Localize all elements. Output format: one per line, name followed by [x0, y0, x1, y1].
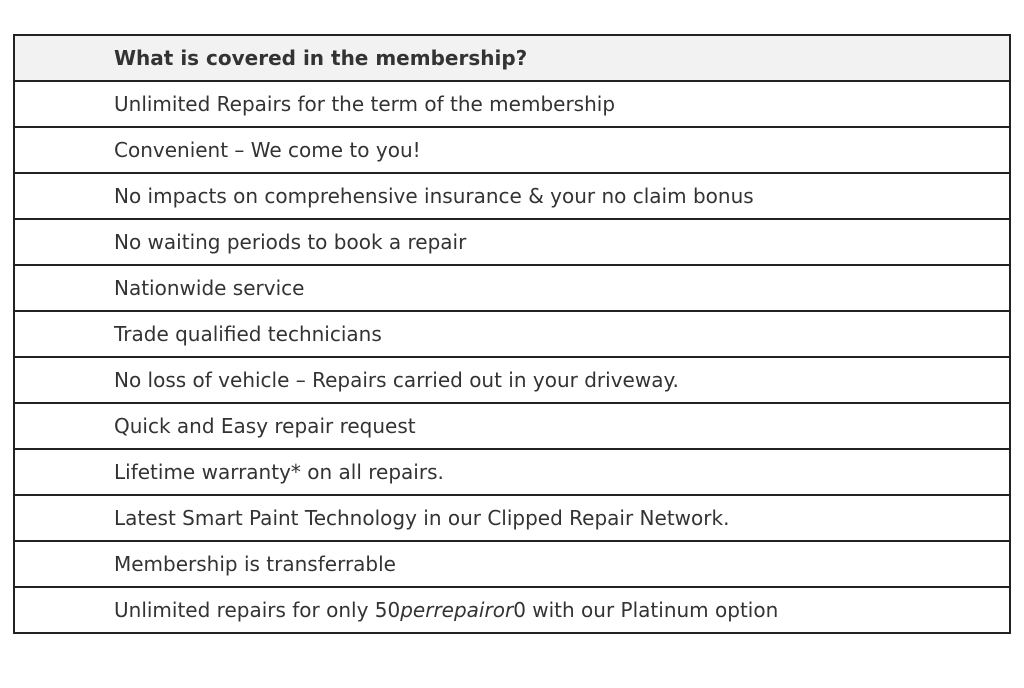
- table-row: [14, 265, 1010, 311]
- table-header-cell: What is covered in the membership?: [14, 35, 1010, 81]
- table-row: [14, 219, 1010, 265]
- table-cell: Nationwide service: [14, 265, 1010, 311]
- table-row: [14, 173, 1010, 219]
- table-cell: No waiting periods to book a repair: [14, 219, 1010, 265]
- platinum-text-italic: perrepairor: [400, 598, 514, 622]
- platinum-text-prefix: Unlimited repairs for only 50: [114, 598, 401, 622]
- platinum-text-suffix: 0 with our Platinum option: [513, 598, 779, 622]
- table-row: [14, 541, 1010, 587]
- table-row: [14, 495, 1010, 541]
- table-cell: Unlimited Repairs for the term of the membership: [14, 81, 1010, 127]
- table-row: [14, 449, 1010, 495]
- table-cell-platinum-option: [14, 587, 1010, 633]
- table-cell: Quick and Easy repair request: [14, 403, 1010, 449]
- table-row: [14, 587, 1010, 633]
- table-cell: Trade qualified technicians: [14, 311, 1010, 357]
- table-row: [14, 81, 1010, 127]
- table-row: [14, 311, 1010, 357]
- table-cell: Convenient – We come to you!: [14, 127, 1010, 173]
- membership-table-container: [13, 34, 1011, 634]
- table-row: [14, 357, 1010, 403]
- table-cell: No impacts on comprehensive insurance & your no claim bonus: [14, 173, 1010, 219]
- table-row: [14, 127, 1010, 173]
- membership-coverage-table: [13, 34, 1011, 634]
- table-cell: Lifetime warranty* on all repairs.: [14, 449, 1010, 495]
- table-header-row: [14, 35, 1010, 81]
- table-cell: Membership is transferrable: [14, 541, 1010, 587]
- table-cell: No loss of vehicle – Repairs carried out in your driveway.: [14, 357, 1010, 403]
- table-cell: Latest Smart Paint Technology in our Clipped Repair Network.: [14, 495, 1010, 541]
- table-row: [14, 403, 1010, 449]
